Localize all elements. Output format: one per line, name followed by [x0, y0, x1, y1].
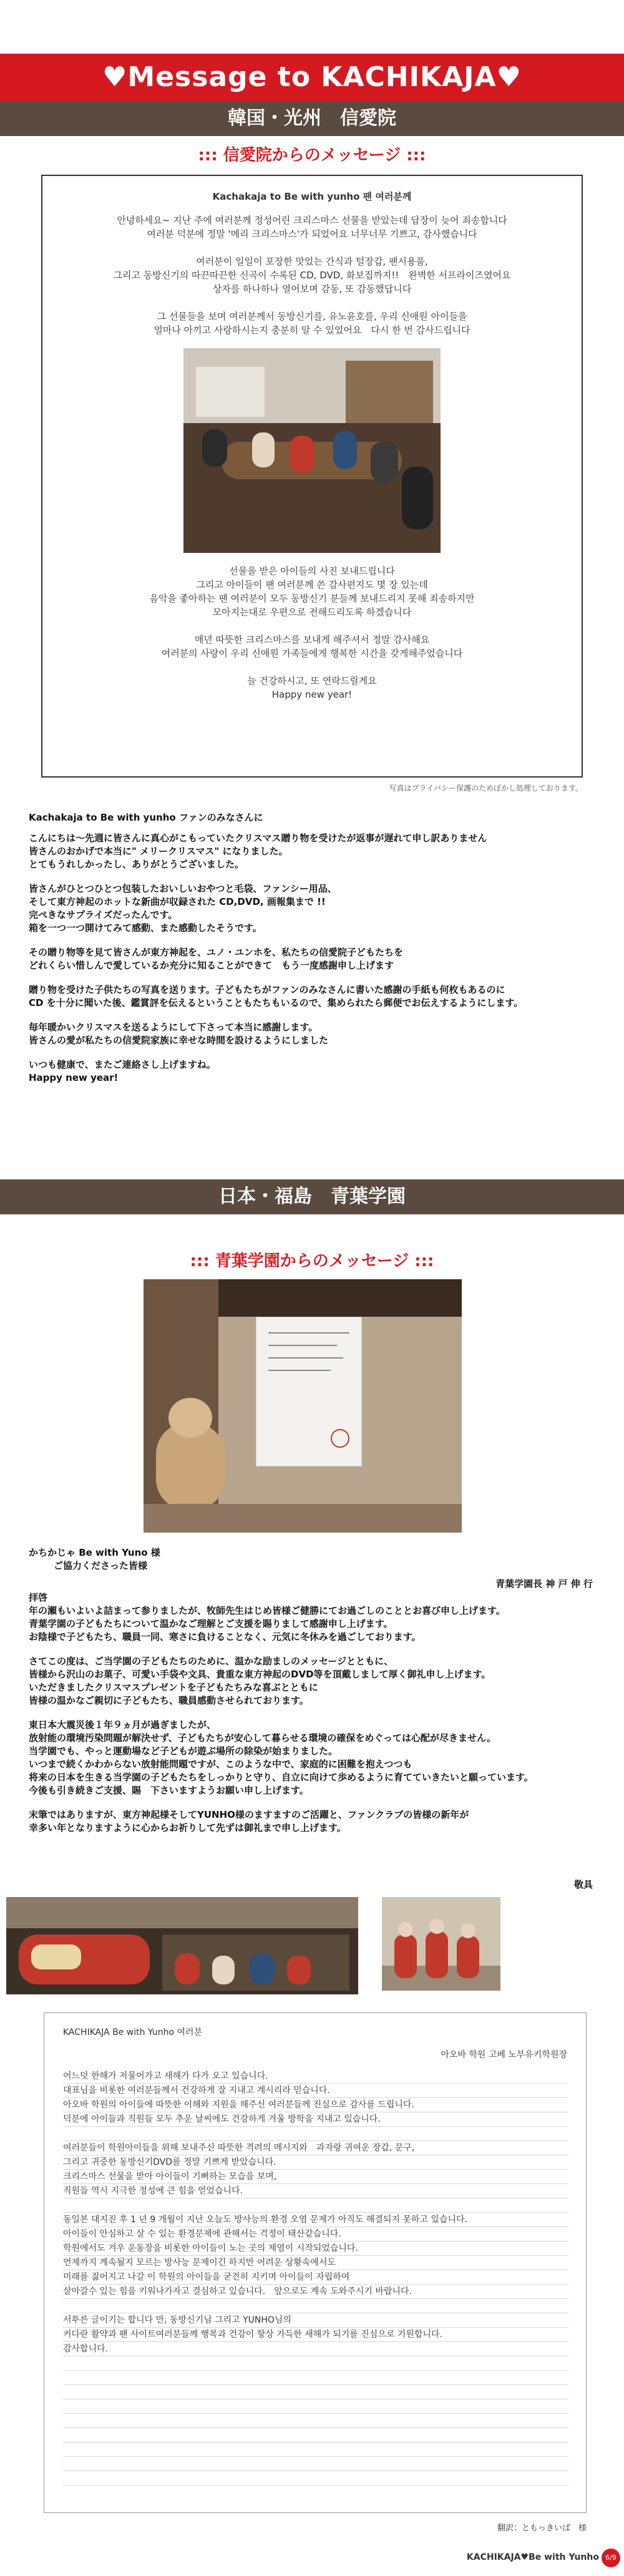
letter-line: 대표님을 비롯한 여러분들께서 건강하게 잘 지내고 계시리라 믿습니다. [63, 2084, 568, 2098]
letter-line: 커다란 활약과 팬 사이트여러분들께 행복과 건강이 항상 가득한 새해가 되기를 진심으로 기원합니다. [63, 2328, 568, 2342]
kr-para3 [42, 310, 582, 337]
jp-line: 皆さんの愛が私たちの信愛院家族に幸せな時間を設けるようにしました [29, 1035, 329, 1046]
jp-line: 青葉学園の子どもたちについて温かなご理解とご支援を賜りまして感謝申し上げます。 [29, 1618, 393, 1629]
santa-kids-photo [382, 1897, 500, 1991]
letter-line: 미래를 짊어지고 나갈 이 학원의 아이들을 굳건히 지키며 아이들이 자립하여 [63, 2270, 568, 2285]
letter-line [63, 2399, 568, 2414]
letter-heading: KACHIKAJA Be with Yunho 여러분 [63, 2027, 203, 2037]
section2-bar-label: 日本・福島 青葉学園 [218, 1186, 406, 1208]
footer-logo: KACHIKAJA♥Be with Yunho [466, 2552, 599, 2562]
letter-line: 살아갈수 있는 힘을 키워나가자고 결심하고 있습니다. 앞으로도 계속 도와주시기 바랍니다. [63, 2285, 568, 2299]
letter-line [63, 2198, 568, 2213]
letter-line [63, 2471, 568, 2486]
jp-line: 皆様の温かなご親切に子どもたち、職員感動させられております。 [29, 1695, 309, 1706]
korean-translation-letter [44, 2012, 587, 2513]
page-number-badge: 6/9 [602, 2549, 620, 2567]
jp-line: さてこの度は、ご当学園の子どもたちのために、温かな励ましのメッセージとともに、 [29, 1656, 394, 1667]
jp-line: いつまで続くかわからない放射能問題ですが、このような中で、家庭的に困難を抱えつつも [29, 1759, 412, 1770]
kr-line: 매년 따뜻한 크리스마스를 보내게 해주셔서 정말 감사해요 [194, 634, 430, 645]
kr-line: 늘 건강하시고, 또 연락드릴게요 [247, 675, 377, 686]
jp-line: 年の瀬もいよいよ詰まって参りましたが、牧師先生はじめ皆様ご健勝にてお過ごしのこととお喜び申し上げます。 [29, 1605, 505, 1616]
letter-line: 아이들이 안심하고 살 수 있는 환경문제에 관해서는 걱정이 태산같습니다. [63, 2227, 568, 2242]
christmas-party-photo [6, 1897, 358, 1994]
jp-line: 皆さんのおかげで本当に" メリークリスマス" になりました。 [29, 846, 288, 857]
letter-line [63, 2457, 568, 2471]
kr-line: 여러분의 사랑이 우리 신애원 가족들에게 행복한 시간을 갖게해주었습니다 [161, 648, 463, 659]
jp-line: 幸多い年となりますように心からお祈りして先ずは御礼まで申し上げます。 [29, 1822, 346, 1833]
jp-line: Happy new year! [29, 1072, 119, 1083]
letter-line [63, 2385, 568, 2399]
jp-line: 箱を一つ一つ開けてみて感動、また感動したそうです。 [29, 922, 262, 934]
letter-line: 여러분들이 학원아이들을 위해 보내주신 따뜻한 격려의 메시지와 과자랑 귀여운 장갑, 문구, [63, 2141, 568, 2155]
jp-line: Kachakaja to Be with yunho ファンのみなさんに [29, 812, 263, 823]
jp-line: 毎年暖かいクリスマスを送るようにして下さって本当に感謝します。 [29, 1022, 318, 1033]
jp-line: 将来の日本を生きる当学園の子どもたちをしっかりと守り、自立に向けて歩めるように育てていきたいと願っています。 [29, 1772, 534, 1783]
jp-line: 皆様から沢山のお菓子、可愛い手袋や文具、貴重な東方神起のDVD等を頂戴しまして厚く御礼申し上げます。 [29, 1669, 491, 1680]
letter-line [63, 2442, 568, 2457]
letter-line: 서투른 글이기는 합니다 만, 동방신기님 그리고 YUNHO님의 [63, 2313, 568, 2328]
kr-line: 얼마나 아끼고 사랑하시는지 충분히 알 수 있었어요 다시 한 번 감사드립니다 [154, 324, 470, 336]
section2-jp-letter [29, 1591, 603, 1835]
section1-bar-label: 韓国・光州 信愛院 [228, 107, 396, 129]
section1-jp-translation [29, 811, 603, 1085]
kr-para1 [42, 213, 582, 241]
jp-line: どれくらい惜しんで愛しているか充分に知ることができて もう一度感謝申し上げます [29, 960, 394, 971]
kr-line: 그 선물들을 보며 여러분께서 동방신기를, 유노윤호를, 우리 신애원 아이들을 [157, 311, 467, 322]
jp-line: 完ぺきなサプライズだったんです。 [29, 909, 178, 920]
kr-para6 [42, 674, 582, 701]
kr-line: 여러분 덕분에 정말 '메리 크리스마스'가 되었어요 너무너무 기쁘고, 감사했습니다 [147, 228, 477, 240]
section2-title [0, 1248, 624, 1271]
letter-line [63, 2299, 568, 2313]
letter-line: 그리고 귀중한 동방신기DVD를 정말 기쁘게 받았습니다. [63, 2155, 568, 2170]
kr-line: 안녕하세요~ 지난 주에 여러분께 정성어린 크리스마스 선물을 받았는데 답장이 늦어 죄송합니다 [117, 215, 507, 226]
box-heading: Kachakaja to Be with yunho 팬 여러분께 [212, 191, 412, 202]
jp-line: 放射能の環境汚染問題が解決せず、子どもたちが安心して暮らせる環境の確保をめぐっては心配が尽きません。 [29, 1732, 496, 1744]
jp-line: こんにちは～先週に皆さんに真心がこもっていたクリスマス贈り物を受けたが返事が遅れて申し訳ありません [29, 832, 487, 844]
salutation [29, 1546, 216, 1573]
jp-line: 今後も引き続きご支援、賜 下さいますようお願い申し上げます。 [29, 1785, 309, 1796]
page-banner [0, 54, 624, 101]
section1-bar [0, 101, 624, 136]
translator-credit: 翻訳：ともっきいば 様 [497, 2524, 587, 2533]
jp-line: お陰様で子どもたち、職員一同、寒さに負けることなく、元気に冬休みを過ごしております。 [29, 1631, 421, 1642]
section2-bar [0, 1179, 624, 1214]
jp-line: 拝啓 [29, 1592, 48, 1603]
letter-line: 아오바 학원의 아이들에 따뜻한 이해와 지원을 해주신 여러분들께 진심으로 감사를 드립니다. [63, 2098, 568, 2112]
salutation-line2: ご協力くださった皆様 [54, 1560, 148, 1571]
section1-title-text: ::: 信愛院からのメッセージ ::: [198, 146, 426, 165]
letter-line: 학원에서도 겨우 운동장을 비롯한 아이들이 노는 곳의 제염이 시작되었습니다. [63, 2242, 568, 2256]
jp-line: いただきましたクリスマスプレゼントを子どもたちみな喜ぶとともに [29, 1682, 318, 1693]
letter-line [63, 2414, 568, 2428]
sender: 青葉学園長 神 戸 伸 行 [495, 1578, 593, 1589]
kr-line: 모아지는대로 우편으로 전해드리도록 하겠습니다 [212, 607, 412, 618]
section1-letter-box [41, 175, 583, 778]
letter-with-teddy-photo [144, 1279, 462, 1533]
letter-line: 어느덧 한해가 저물어가고 새해가 다가 오고 있습니다. [63, 2069, 568, 2084]
kr-para2 [42, 255, 582, 296]
kr-line: 그리고 동방신기의 따끈따끈한 신곡이 수록된 CD, DVD, 화보집까지!! 완벽한 서프라이즈였어요 [113, 270, 511, 281]
jp-line: CD を十分に聞いた後、鑑賞評を伝えるということもたちもいるので、集められたら郵便でお伝えするようにします。 [29, 997, 524, 1008]
letter-line: 언제까지 계속될지 모르는 방사능 문제이긴 하지만 어려운 상황속에서도 [63, 2256, 568, 2270]
kr-line: Happy new year! [271, 689, 353, 700]
letter-line: 동일본 대지진 후 1 년 9 개월이 지난 오늘도 방사능의 환경 오염 문제가 아직도 해결되지 못하고 있습니다. [63, 2213, 568, 2227]
salutation-line1: かちかじゃ Be with Yuno 様 [29, 1547, 160, 1558]
jp-line: 当学園でも、やっと運動場など子どもが遊ぶ場所の除染が始まりました。 [29, 1745, 338, 1757]
jp-line: そして東方神起のホットな新曲が収録された CD,DVD, 画報集まで !! [29, 896, 326, 907]
letter-from: 아오바 학원 고베 노부유키학원장 [441, 2050, 567, 2060]
letter-line: 덕분에 아이들과 직원들 모두 추운 날씨에도 건강하게 겨울 방학을 지내고 있습니다. [63, 2112, 568, 2127]
closing: 敬具 [573, 1879, 593, 1890]
kr-para5 [42, 633, 582, 660]
jp-line: いつも健康で、またご連絡さし上げますね。 [29, 1059, 216, 1070]
jp-line: 東日本大震災後１年９ヵ月が過ぎましたが、 [29, 1719, 217, 1730]
jp-line: 末筆ではありますが、東方神起様そしてYUNHO様のますますのご活躍と、ファンクラブの皆様の新年が [29, 1809, 469, 1820]
kr-line: 선물을 받은 아이들의 사진 보내드립니다 [229, 565, 395, 577]
kr-para4 [42, 564, 582, 619]
letter-line: 크리스마스 선물을 받아 아이들이 기뻐하는 모습을 보며, [63, 2170, 568, 2184]
kr-line: 음악을 좋아하는 팬 여러분이 모두 동방신기 분들께 보내드리지 못해 죄송하지만 [149, 593, 475, 604]
letter-line [63, 2371, 568, 2385]
banner-text: ♥Message to KACHIKAJA♥ [102, 61, 522, 93]
jp-line: 皆さんがひとつひとつ包装したおいしいおやつと毛袋、ファンシー用品、 [29, 883, 337, 894]
children-photo [183, 348, 441, 553]
kr-line: 상자를 하나하나 열어보며 감동, 또 감동했답니다 [212, 283, 412, 295]
jp-line: 贈り物を受けた子供たちの写真を送ります。子どもたちがファンのみなさんに書いた感謝の手紙も何枚もあるのに [29, 984, 505, 995]
kr-line: 그리고 아이들이 팬 여러분께 쓴 감사편지도 몇 장 있는데 [196, 579, 428, 590]
section2-title-text: ::: 青葉学園からのメッセージ ::: [190, 1252, 434, 1271]
letter-line: 감사합니다. [63, 2342, 568, 2356]
jp-line: その贈り物等を見て皆さんが東方神起を、ユノ・ユンホを、私たちの信愛院子どもたちを [29, 947, 404, 958]
letter-line [63, 2356, 568, 2371]
letter-line [63, 2127, 568, 2141]
letter-line: 직원들 역시 지극한 정성에 큰 힘을 얻었습니다. [63, 2184, 568, 2198]
jp-line: とてもうれしかったし、ありがとうございました。 [29, 859, 245, 870]
letter-line [63, 2428, 568, 2442]
kr-line: 여러분이 일일이 포장한 맛있는 간식과 털장갑, 팬시용품, [196, 256, 428, 267]
section1-title [0, 142, 624, 165]
photo-caption: 写真はプライバシー保護のためぼかし処理しております。 [389, 784, 583, 793]
